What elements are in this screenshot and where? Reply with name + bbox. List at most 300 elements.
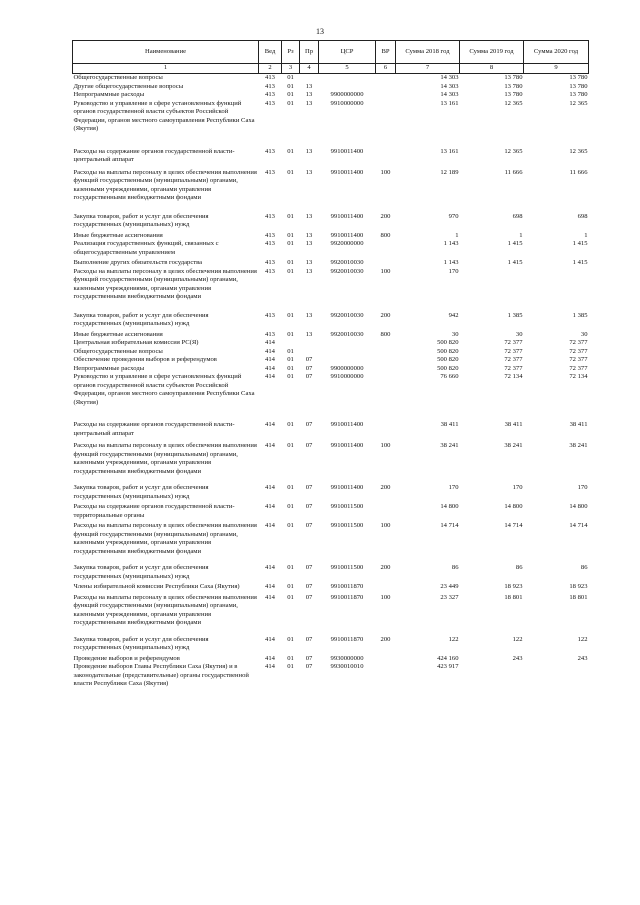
cell-rz: 01: [287, 373, 294, 380]
cell-vr: 200: [380, 484, 391, 491]
cell-name: Выполнение других обязательств государства: [73, 259, 203, 266]
cell-csr: 9910011870: [330, 593, 364, 601]
cell-sum-2018: 1 143: [443, 240, 459, 247]
cell-csr: 9910011400: [330, 168, 364, 176]
cell-ved: 413: [265, 231, 275, 239]
cell-ved: 414: [265, 522, 275, 529]
cell-sum-2020: 72 377: [569, 347, 588, 355]
cell-csr: [319, 348, 376, 357]
cell-sum-2018: 38 241: [440, 442, 459, 449]
cell-ved: 414: [265, 583, 275, 590]
cell-name: Расходы на выплаты персоналу в целях обеспечения выполнения функций государственными (муниципальными) органами, казенными учреждениями, органами управления государственными внебюджетными фондами: [73, 593, 257, 626]
cell-sum-2019: 72 134: [504, 373, 523, 380]
cell-name: Закупка товаров, работ и услуг для обеспечения государственных (муниципальных) нужд: [73, 635, 209, 651]
header-vr: ВР: [376, 41, 396, 64]
cell-ved: 414: [265, 421, 275, 428]
cell-pr: 07: [305, 583, 313, 590]
cell-pr: 13: [305, 231, 313, 239]
table-row: [73, 232, 589, 241]
table-row: [73, 522, 589, 564]
cell-name: Закупка товаров, работ и услуг для обеспечения государственных (муниципальных) нужд: [73, 212, 209, 228]
cell-name: Члены избирательной комиссии Республики Саха (Якутия): [73, 583, 240, 590]
cell-vr: [376, 148, 396, 169]
cell-ved: 413: [265, 168, 275, 176]
cell-sum-2018: 30: [451, 330, 459, 338]
header-rz: Рз: [282, 41, 300, 64]
cell-name: Расходы на содержание органов государственной власти- центральный аппарат: [73, 421, 235, 437]
cell-ved: 413: [265, 259, 275, 266]
cell-vr: 100: [380, 168, 391, 176]
cell-csr: 9910011500: [330, 503, 364, 510]
cell-vr: [376, 503, 396, 522]
cell-sum-2018: 14 800: [440, 503, 459, 510]
cell-rz: 01: [287, 421, 294, 428]
cell-name: Расходы на содержание органов государственной власти- центральный аппарат: [73, 147, 235, 163]
budget-table-sheet: [72, 40, 588, 689]
cell-sum-2020: 72 377: [569, 364, 588, 372]
cell-csr: 9920000000: [330, 240, 364, 247]
cell-rz: 01: [287, 168, 294, 176]
cell-pr: [300, 348, 319, 357]
cell-sum-2020: 1 385: [572, 311, 588, 319]
cell-sum-2019: 86: [515, 564, 523, 571]
cell-name: Реализация государственных функций, связанных с общегосударственным управлением: [73, 240, 219, 256]
cell-sum-2019: 1 385: [507, 311, 523, 319]
cell-pr: 07: [305, 663, 313, 670]
cell-sum-2019: 72 377: [504, 364, 523, 372]
cell-vr: 100: [380, 442, 391, 449]
cell-rz: 01: [287, 442, 294, 449]
cell-sum-2020: 38 241: [569, 442, 588, 449]
cell-ved: 414: [265, 635, 275, 643]
cell-pr: [300, 339, 319, 348]
cell-pr: 13: [305, 267, 313, 275]
cell-vr: [376, 583, 396, 594]
cell-pr: 07: [305, 364, 313, 372]
cell-rz: 01: [287, 364, 294, 372]
cell-vr: [376, 373, 396, 421]
cell-csr: 9910011500: [330, 564, 364, 571]
cell-csr: 9910011400: [330, 147, 364, 155]
cell-ved: 414: [265, 484, 275, 491]
cell-ved: 413: [265, 311, 275, 319]
cell-ved: 413: [265, 82, 275, 90]
col-number: 2: [259, 64, 282, 74]
table-row: [73, 503, 589, 522]
cell-pr: [300, 74, 319, 83]
cell-pr: 07: [305, 442, 313, 449]
col-number: 3: [282, 64, 300, 74]
cell-rz: 01: [287, 484, 294, 491]
cell-vr: 800: [380, 330, 391, 338]
header-ved: Вед: [259, 41, 282, 64]
cell-sum-2019: 698: [512, 212, 523, 220]
cell-csr: 9910011400: [330, 442, 364, 449]
cell-name: Общегосударственные вопросы: [73, 74, 163, 81]
cell-rz: 01: [287, 259, 294, 266]
cell-pr: 07: [305, 421, 313, 428]
cell-pr: 13: [305, 311, 313, 319]
cell-vr: [376, 421, 396, 442]
page-number: 13: [316, 27, 324, 36]
cell-csr: 9920010030: [330, 259, 364, 266]
cell-name: Обеспечение проведения выборов и референдумов: [73, 356, 217, 363]
cell-csr: 9910011870: [330, 583, 364, 590]
col-number: 9: [524, 64, 589, 74]
cell-sum-2018: 500 820: [437, 364, 459, 372]
cell-ved: 414: [265, 593, 275, 601]
cell-pr: 07: [305, 373, 313, 380]
cell-sum-2019: 72 377: [504, 347, 523, 355]
cell-sum-2018: 500 820: [437, 339, 459, 346]
cell-csr: 9900000000: [330, 91, 364, 98]
cell-csr: 9920010030: [330, 330, 364, 338]
cell-vr: [376, 348, 396, 357]
table-row: [73, 564, 589, 583]
cell-sum-2018: 86: [451, 564, 459, 571]
cell-rz: 01: [287, 593, 294, 601]
cell-sum-2020: 86: [580, 564, 588, 571]
cell-sum-2018: 424 160: [437, 654, 459, 662]
cell-sum-2019: 13 780: [504, 74, 523, 81]
cell-csr: 9910000000: [330, 373, 364, 380]
cell-sum-2018: 14 303: [440, 91, 459, 98]
cell-sum-2020: 122: [577, 635, 588, 643]
cell-sum-2019: 14 714: [504, 522, 523, 529]
header-row: [73, 41, 589, 64]
table-row: [73, 100, 589, 148]
cell-sum-2018: 1: [455, 231, 459, 239]
table-row: [73, 636, 589, 655]
cell-csr: 9910011400: [330, 212, 364, 220]
cell-pr: 13: [305, 259, 313, 266]
col-number: 8: [460, 64, 524, 74]
cell-pr: 07: [305, 635, 313, 643]
cell-ved: 413: [265, 267, 275, 275]
cell-sum-2020: 14 714: [569, 522, 588, 529]
cell-name: Расходы на содержание органов государственной власти- территориальные органы: [73, 503, 235, 519]
cell-sum-2020: 13 780: [569, 74, 588, 81]
cell-sum-2019: 18 801: [504, 593, 523, 601]
cell-sum-2018: 170: [448, 267, 459, 275]
cell-name: Закупка товаров, работ и услуг для обеспечения государственных (муниципальных) нужд: [73, 311, 209, 327]
cell-sum-2019: 72 377: [504, 339, 523, 346]
cell-name: Руководство и управление в сфере установленных функций органов государственной власти субъектов Российской Федерации, органов местного самоуправления Республики Саха (Якутия): [73, 99, 255, 132]
cell-sum-2019: 122: [512, 635, 523, 643]
cell-sum-2018: 13 161: [440, 147, 459, 155]
cell-pr: 07: [305, 593, 313, 601]
table-row: [73, 484, 589, 503]
cell-sum-2020: 1 415: [572, 240, 588, 247]
table-row: [73, 148, 589, 169]
cell-rz: 01: [287, 663, 294, 670]
cell-name: Закупка товаров, работ и услуг для обеспечения государственных (муниципальных) нужд: [73, 484, 209, 500]
cell-sum-2019: [460, 663, 524, 689]
table-row: [73, 594, 589, 636]
cell-sum-2019: 170: [512, 484, 523, 491]
cell-ved: 413: [265, 147, 275, 155]
cell-sum-2020: 13 780: [569, 91, 588, 98]
cell-sum-2020: 698: [577, 212, 588, 220]
cell-vr: 800: [380, 231, 391, 239]
cell-rz: 01: [287, 267, 294, 275]
table-row: [73, 583, 589, 594]
header-sum-2019: Сумма 2019 год: [460, 41, 524, 64]
cell-sum-2019: 13 780: [504, 91, 523, 98]
cell-sum-2019: 38 241: [504, 442, 523, 449]
column-number-row: [73, 64, 589, 74]
cell-vr: 200: [380, 212, 391, 220]
cell-vr: [376, 663, 396, 689]
cell-csr: 9930010010: [330, 663, 364, 670]
table-row: [73, 356, 589, 365]
cell-pr: 13: [305, 91, 313, 98]
table-row: [73, 655, 589, 664]
cell-sum-2020: 38 411: [569, 421, 588, 428]
cell-sum-2019: 1 415: [507, 240, 523, 247]
cell-sum-2020: 1: [584, 231, 588, 239]
cell-name: Расходы на выплаты персоналу в целях обеспечения выполнения функций государственными (муниципальными) органами, казенными учреждениями, органами управления государственными внебюджетными фондами: [73, 522, 257, 555]
cell-ved: 413: [265, 99, 275, 107]
col-number: 5: [319, 64, 376, 74]
cell-vr: [376, 100, 396, 148]
table-row: [73, 348, 589, 357]
table-row: [73, 331, 589, 340]
cell-pr: 07: [305, 654, 313, 662]
cell-sum-2020: [524, 268, 589, 312]
cell-sum-2018: 970: [448, 212, 459, 220]
cell-name: Расходы на выплаты персоналу в целях обеспечения выполнения функций государственными (муниципальными) органами, казенными учреждениями, органами управления государственными внебюджетными фондами: [73, 442, 257, 475]
cell-sum-2018: 14 714: [440, 522, 459, 529]
cell-name: Непрограммные расходы: [73, 91, 145, 98]
table-row: [73, 268, 589, 312]
cell-sum-2020: 12 365: [569, 99, 588, 107]
cell-sum-2018: 1 143: [443, 259, 459, 266]
cell-csr: 9910011400: [330, 484, 364, 491]
cell-ved: 413: [265, 240, 275, 247]
cell-pr: 13: [305, 330, 313, 338]
cell-rz: 01: [287, 330, 294, 338]
cell-ved: 414: [265, 364, 275, 372]
cell-sum-2018: 170: [448, 484, 459, 491]
cell-pr: 13: [305, 82, 313, 90]
cell-vr: 200: [380, 564, 391, 571]
cell-csr: 9910011400: [330, 421, 364, 428]
cell-rz: 01: [287, 82, 294, 90]
table-row: [73, 663, 589, 689]
cell-name: Закупка товаров, работ и услуг для обеспечения государственных (муниципальных) нужд: [73, 564, 209, 580]
cell-pr: 07: [305, 503, 313, 510]
cell-sum-2018: 14 303: [440, 74, 459, 81]
cell-pr: 07: [305, 522, 313, 529]
cell-vr: 100: [380, 267, 391, 275]
col-number: 4: [300, 64, 319, 74]
cell-sum-2019: 11 666: [504, 168, 523, 176]
cell-pr: 07: [305, 564, 313, 571]
cell-rz: 01: [287, 347, 294, 355]
cell-name: Центральная избирательная комиссия РС(Я): [73, 339, 199, 346]
cell-sum-2018: 23 327: [440, 593, 459, 601]
table-row: [73, 365, 589, 374]
cell-csr: [319, 339, 376, 348]
cell-csr: 9910000000: [330, 99, 364, 107]
cell-sum-2020: 72 377: [569, 356, 588, 363]
cell-sum-2018: 423 917: [437, 663, 459, 670]
table-row: [73, 442, 589, 484]
cell-ved: 414: [265, 373, 275, 380]
cell-pr: 13: [305, 147, 313, 155]
cell-ved: 414: [265, 564, 275, 571]
header-pr: Пр: [300, 41, 319, 64]
cell-sum-2020: 30: [580, 330, 588, 338]
cell-sum-2018: 13 161: [440, 99, 459, 107]
cell-vr: [376, 240, 396, 259]
cell-pr: 13: [305, 212, 313, 220]
cell-rz: 01: [287, 583, 294, 590]
cell-sum-2020: 12 365: [569, 147, 588, 155]
table-body: [73, 74, 589, 689]
col-number: 7: [396, 64, 460, 74]
cell-sum-2019: 1: [519, 231, 523, 239]
cell-name: Другие общегосударственные вопросы: [73, 82, 184, 90]
header-csr: ЦСР: [319, 41, 376, 64]
cell-rz: 01: [287, 91, 294, 98]
cell-csr: [319, 74, 376, 83]
table-row: [73, 373, 589, 421]
cell-ved: 414: [265, 663, 275, 670]
cell-rz: 01: [287, 654, 294, 662]
cell-vr: [376, 655, 396, 664]
cell-sum-2018: 12 189: [440, 168, 459, 176]
cell-pr: 07: [305, 356, 313, 363]
table-row: [73, 240, 589, 259]
cell-sum-2019: 38 411: [504, 421, 523, 428]
cell-rz: 01: [287, 564, 294, 571]
cell-rz: 01: [287, 240, 294, 247]
cell-vr: [376, 356, 396, 365]
cell-ved: 414: [265, 347, 275, 355]
cell-rz: 01: [287, 212, 294, 220]
table-row: [73, 169, 589, 213]
cell-vr: 100: [380, 522, 391, 529]
cell-sum-2020: 18 801: [569, 593, 588, 601]
cell-pr: 13: [305, 99, 313, 107]
cell-csr: [319, 356, 376, 365]
cell-name: Иные бюджетные ассигнования: [73, 231, 163, 239]
cell-sum-2020: 11 666: [569, 168, 588, 176]
cell-name: Проведение выборов Главы Республики Саха (Якутия) и в законодательные (представительные) органы государственной власти Республики Саха (Якутия): [73, 663, 249, 687]
cell-rz: 01: [287, 356, 294, 363]
cell-name: Расходы на выплаты персоналу в целях обеспечения выполнения функций государственными (муниципальными) органами, казенными учреждениями, органами управления государственными внебюджетными фондами: [73, 267, 257, 300]
cell-rz: 01: [287, 311, 294, 319]
table-row: [73, 312, 589, 331]
cell-ved: 413: [265, 91, 275, 98]
cell-name: Расходы на выплаты персоналу в целях обеспечения выполнения функций государственными (муниципальными) органами, казенными учреждениями, органами управления государственными внебюджетными фондами: [73, 168, 257, 201]
cell-sum-2019: 13 780: [504, 82, 523, 90]
cell-sum-2019: 30: [515, 330, 523, 338]
cell-vr: [376, 83, 396, 92]
cell-rz: 01: [287, 74, 294, 81]
cell-vr: [376, 74, 396, 83]
cell-csr: [319, 83, 376, 92]
cell-csr: 9910011500: [330, 522, 364, 529]
cell-sum-2020: 18 923: [569, 583, 588, 590]
cell-sum-2019: 18 923: [504, 583, 523, 590]
cell-sum-2019: 12 365: [504, 147, 523, 155]
cell-sum-2018: 76 660: [440, 373, 459, 380]
cell-name: Руководство и управление в сфере установленных функций органов государственной власти субъектов Российской Федерации, органов местного самоуправления Республики Саха (Якутия): [73, 373, 255, 406]
cell-sum-2020: 1 415: [572, 259, 588, 266]
cell-sum-2020: 72 377: [569, 339, 588, 346]
cell-sum-2018: 14 303: [440, 82, 459, 90]
cell-sum-2020: 13 780: [569, 82, 588, 90]
cell-sum-2019: [460, 268, 524, 312]
cell-csr: 9910011400: [330, 231, 364, 239]
cell-rz: 01: [287, 147, 294, 155]
table-row: [73, 213, 589, 232]
cell-sum-2019: 72 377: [504, 356, 523, 363]
cell-ved: 413: [265, 330, 275, 338]
cell-sum-2018: 23 449: [440, 583, 459, 590]
header-sum-2018: Сумма 2018 год: [396, 41, 460, 64]
cell-csr: 9920010030: [330, 267, 364, 275]
table-row: [73, 91, 589, 100]
cell-vr: [376, 339, 396, 348]
cell-sum-2019: 14 800: [504, 503, 523, 510]
cell-vr: 100: [380, 593, 391, 601]
cell-ved: 413: [265, 212, 275, 220]
cell-rz: 01: [287, 522, 294, 529]
cell-sum-2020: 243: [577, 654, 588, 662]
cell-sum-2020: 14 800: [569, 503, 588, 510]
header-name: Наименование: [73, 41, 259, 64]
cell-vr: [376, 365, 396, 374]
cell-sum-2020: 170: [577, 484, 588, 491]
cell-pr: 13: [305, 240, 313, 247]
cell-csr: 9930000000: [330, 654, 364, 662]
cell-name: Общегосударственные вопросы: [73, 347, 163, 355]
cell-csr: 9900000000: [330, 364, 364, 372]
header-sum-2020: Сумма 2020 год: [524, 41, 589, 64]
table-row: [73, 421, 589, 442]
cell-csr: 9910011870: [330, 635, 364, 643]
cell-sum-2019: 243: [512, 654, 523, 662]
cell-rz: 01: [287, 231, 294, 239]
cell-sum-2018: 38 411: [440, 421, 459, 428]
cell-sum-2019: 1 415: [507, 259, 523, 266]
cell-ved: 414: [265, 339, 275, 346]
cell-vr: [376, 259, 396, 268]
cell-name: Непрограммные расходы: [73, 364, 145, 372]
cell-vr: 200: [380, 635, 391, 643]
cell-sum-2018: 122: [448, 635, 459, 643]
cell-name: Иные бюджетные ассигнования: [73, 330, 163, 338]
budget-table: [72, 40, 589, 689]
cell-sum-2020: [524, 663, 589, 689]
cell-name: Проведение выборов и референдумов: [73, 654, 180, 662]
table-row: [73, 74, 589, 83]
col-number: 1: [73, 64, 259, 74]
table-row: [73, 339, 589, 348]
cell-ved: 414: [265, 503, 275, 510]
table-row: [73, 259, 589, 268]
cell-ved: 414: [265, 654, 275, 662]
cell-sum-2020: 72 134: [569, 373, 588, 380]
cell-vr: [376, 91, 396, 100]
cell-rz: 01: [287, 503, 294, 510]
col-number: 6: [376, 64, 396, 74]
cell-sum-2018: 500 820: [437, 347, 459, 355]
